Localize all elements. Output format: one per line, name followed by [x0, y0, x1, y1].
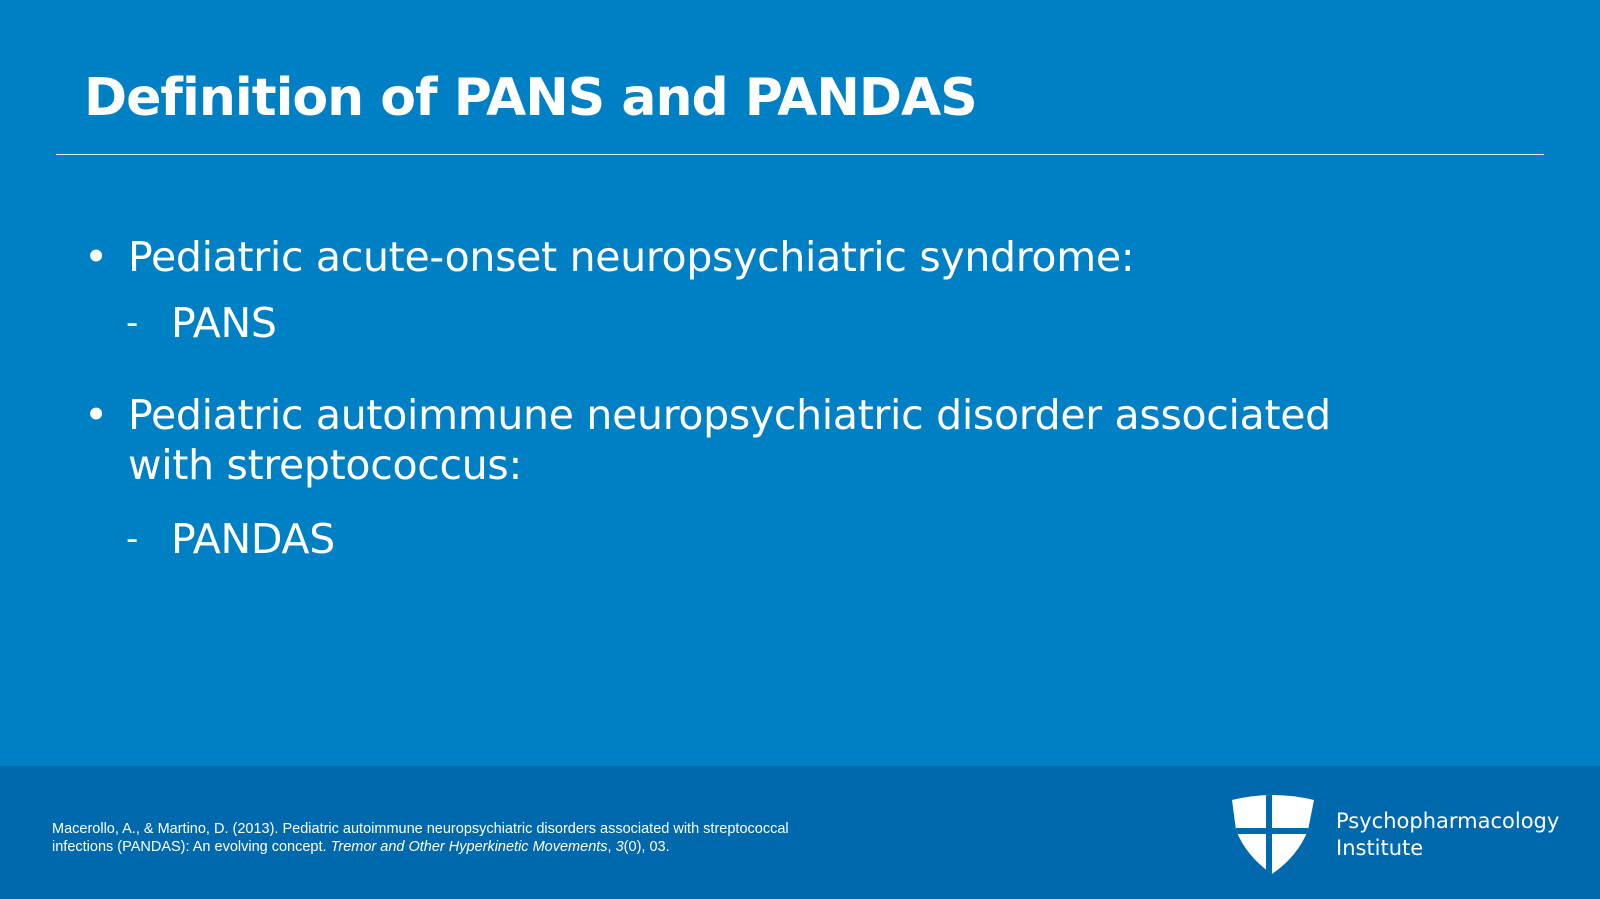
- spacer: [84, 348, 1404, 390]
- bullet-item-pandas: [84, 390, 1404, 490]
- citation-line2-prefix: infections (PANDAS): An evolving concept.: [52, 839, 331, 855]
- brand-line1: Psychopharmacology: [1336, 809, 1560, 833]
- sub-text: PANDAS: [171, 515, 335, 563]
- shield-icon: [1228, 794, 1318, 874]
- citation-volume: 3: [615, 839, 624, 855]
- sub-item-pans: [84, 298, 1404, 348]
- citation-line1: Macerollo, A., & Martino, D. (2013). Pediatric autoimmune neuropsychiatric disorders associated with streptococcal: [52, 821, 789, 837]
- footer: [0, 766, 1600, 899]
- citation-sep: ,: [607, 839, 616, 855]
- citation: [52, 820, 912, 856]
- bullet-item-pans: [84, 232, 1404, 282]
- bullet-text-line2: with streptococcus:: [128, 441, 522, 489]
- bullet-marker: •: [84, 391, 108, 439]
- bullet-text-line1: Pediatric autoimmune neuropsychiatric disorder associated: [128, 391, 1331, 439]
- bullet-text: Pediatric acute-onset neuropsychiatric syndrome:: [128, 233, 1135, 281]
- brand-line2: Institute: [1336, 836, 1424, 860]
- slide-content: [84, 232, 1404, 564]
- citation-journal: Tremor and Other Hyperkinetic Movements: [330, 839, 608, 855]
- sub-item-pandas: [84, 514, 1404, 564]
- sub-marker: -: [126, 303, 138, 343]
- slide-title: Definition of PANS and PANDAS: [84, 68, 977, 128]
- title-divider: [56, 154, 1544, 155]
- sub-marker: -: [126, 519, 138, 559]
- brand-name: [1336, 808, 1559, 862]
- bullet-marker: •: [84, 233, 108, 281]
- sub-text: PANS: [171, 299, 277, 347]
- citation-suffix: (0), 03.: [623, 839, 670, 855]
